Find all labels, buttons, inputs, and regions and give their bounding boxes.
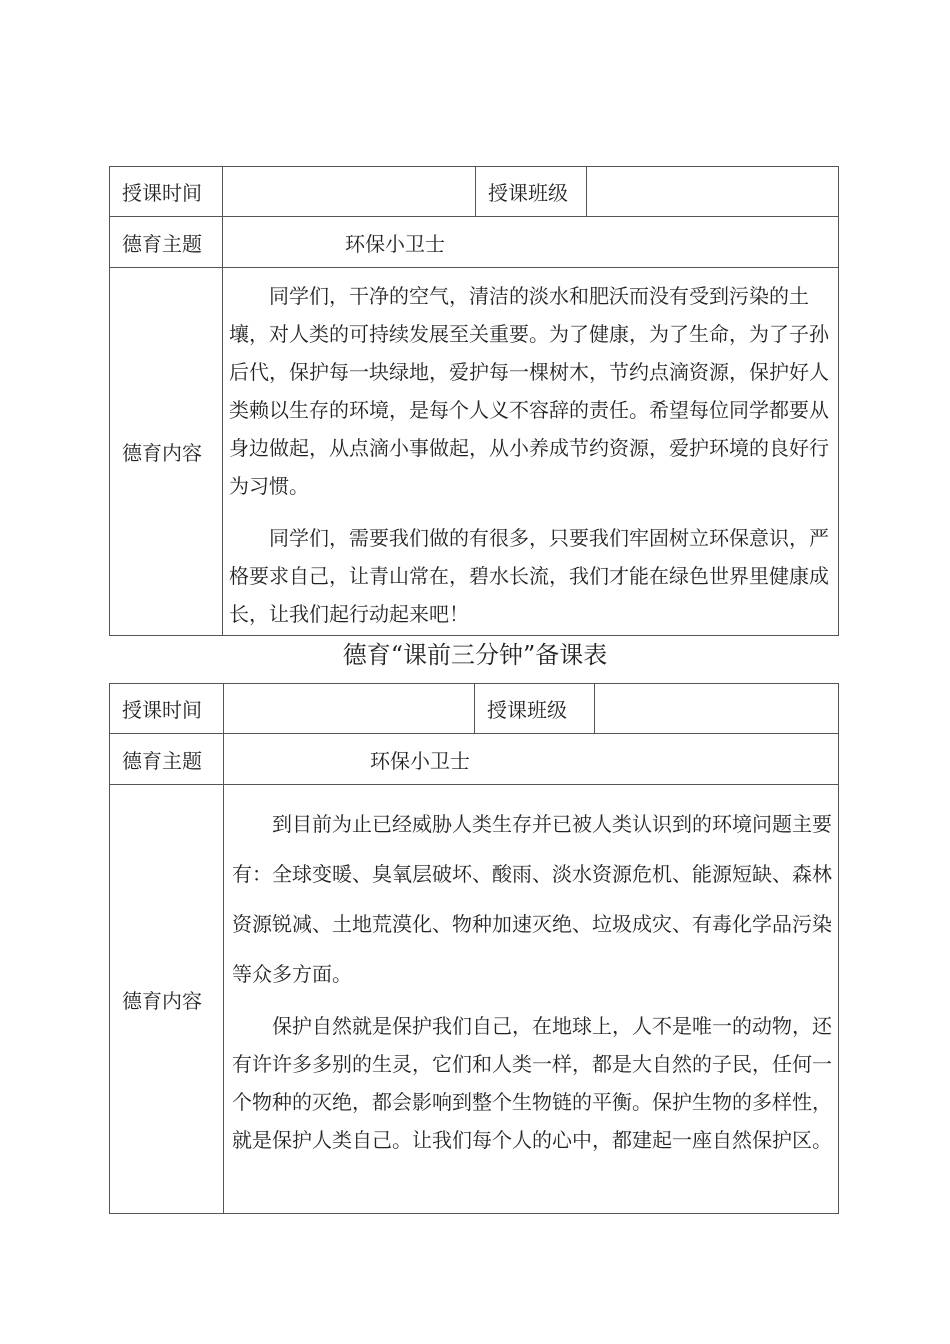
class-value <box>587 167 839 217</box>
lesson-plan-table-2 <box>109 683 839 1214</box>
time-value <box>224 684 475 734</box>
class-label: 授课班级 <box>476 167 587 217</box>
lesson-plan-table-1 <box>109 166 839 636</box>
content-text <box>223 268 839 636</box>
time-label: 授课时间 <box>110 167 223 217</box>
time-value <box>223 167 476 217</box>
theme-value: 环保小卫士 <box>223 217 839 268</box>
class-value <box>595 684 839 734</box>
theme-value: 环保小卫士 <box>224 734 839 785</box>
class-label: 授课班级 <box>475 684 595 734</box>
content-paragraph: 到目前为止已经威胁人类生存并已被人类认识到的环境问题主要有：全球变暖、臭氧层破坏、酸雨、淡水资源危机、能源短缺、森林资源锐减、土地荒漠化、物种加速灭绝、垃圾成灾、有毒化学品污染等众多方面。 <box>232 812 832 986</box>
content-paragraph: 保护自然就是保护我们自己，在地球上，人不是唯一的动物，还有许许多多别的生灵，它们和人类一样，都是大自然的子民，任何一个物种的灭绝，都会影响到整个生物链的平衡。保护生物的多样性，就是保护人类自己。让我们每个人的心中，都建起一座自然保护区。 <box>232 1014 832 1152</box>
content-paragraph: 同学们，干净的空气，清洁的淡水和肥沃而没有受到污染的土壤，对人类的可持续发展至关重要。为了健康，为了生命，为了子孙后代，保护每一块绿地，爱护每一棵树木，节约点滴资源，保护好人类赖以生存的环境，是每个人义不容辞的责任。希望每位同学都要从身边做起，从点滴小事做起，从小养成节约资源，爱护环境的良好行为习惯。 <box>229 284 829 498</box>
time-label: 授课时间 <box>110 684 224 734</box>
theme-label: 德育主题 <box>110 217 223 268</box>
theme-label: 德育主题 <box>110 734 224 785</box>
page-title: 德育“课前三分钟”备课表 <box>342 641 608 669</box>
content-paragraph: 同学们，需要我们做的有很多，只要我们牢固树立环保意识，严格要求自己，让青山常在，碧水长流，我们才能在绿色世界里健康成长，让我们起行动起来吧！ <box>229 526 829 626</box>
content-label: 德育内容 <box>110 785 224 1214</box>
content-label: 德育内容 <box>110 268 223 636</box>
content-text <box>224 785 839 1214</box>
